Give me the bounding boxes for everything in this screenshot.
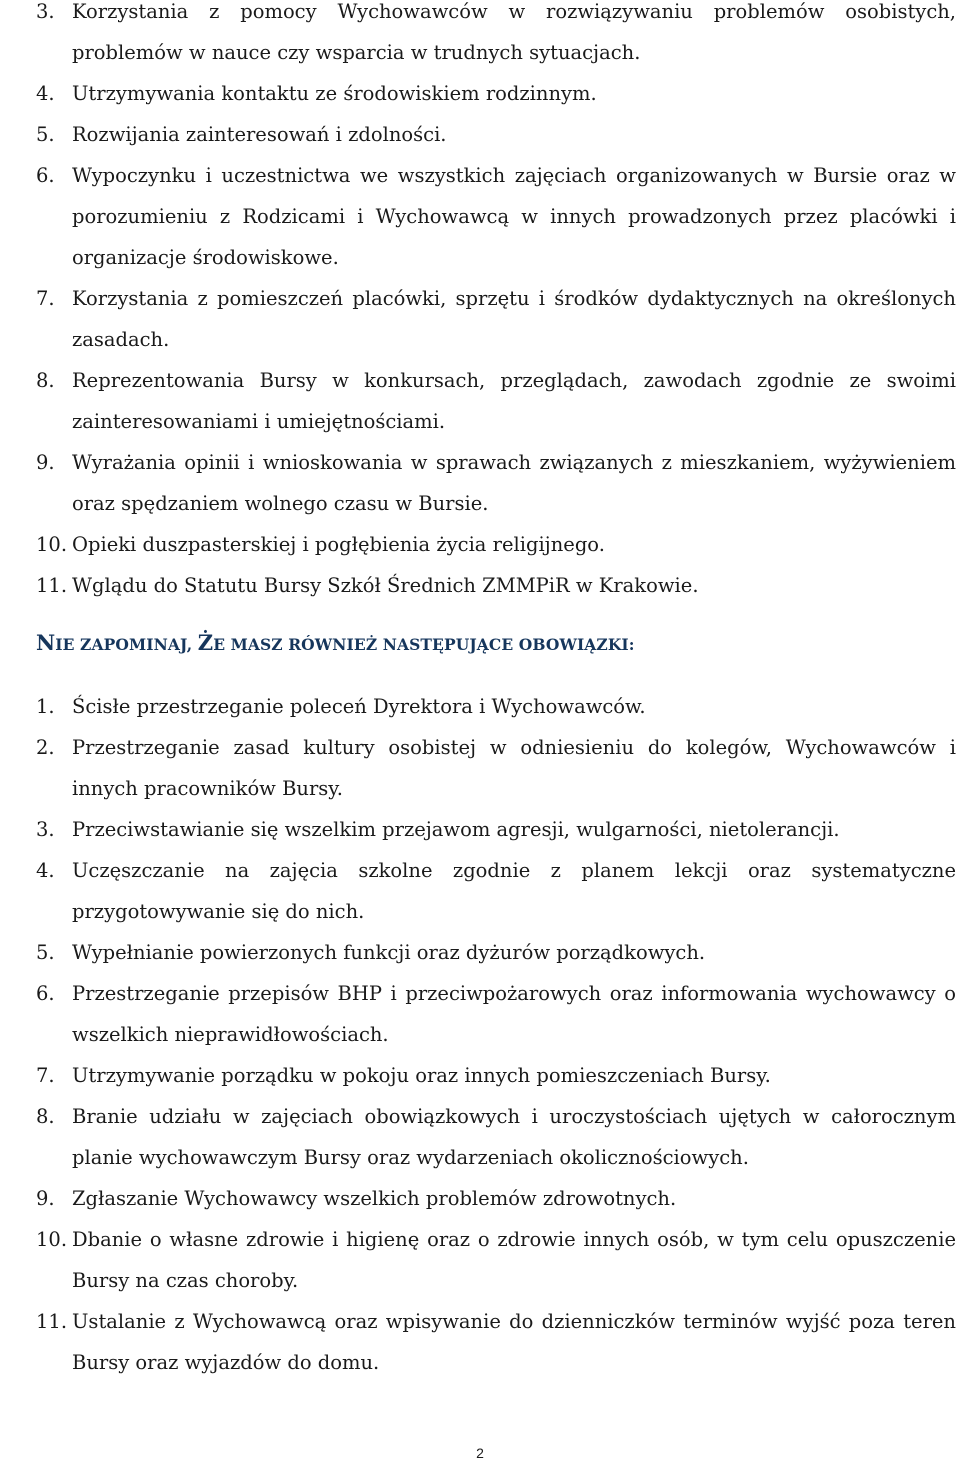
list-item	[0, 1219, 960, 1301]
list-item	[0, 565, 960, 606]
list-item-text: Uczęszczanie na zajęcia szkolne zgodnie z planem lekcji oraz systematyczne przygotowywanie się do nich.	[72, 859, 956, 923]
list-item-text: Rozwijania zainteresowań i zdolności.	[72, 123, 447, 146]
list-item	[0, 114, 960, 155]
list-item-text: Opieki duszpasterskiej i pogłębienia życia religijnego.	[72, 533, 605, 556]
list-item-number: 9.	[36, 1187, 55, 1210]
list-item	[0, 524, 960, 565]
list-item	[0, 850, 960, 932]
list-item	[0, 932, 960, 973]
list-item-number: 8.	[36, 369, 55, 392]
list-item-text: Reprezentowania Bursy w konkursach, przeglądach, zawodach zgodnie ze swoimi zainteresowaniami i umiejętnościami.	[72, 369, 956, 433]
list-item-number: 6.	[36, 164, 55, 187]
heading-part: E MASZ RÓWNIEŻ NASTĘPUJĄCE OBOWIĄZKI:	[213, 635, 635, 654]
list-item-number: 3.	[36, 818, 55, 841]
rights-list	[0, 0, 960, 606]
list-item	[0, 809, 960, 850]
list-item-number: 10.	[36, 533, 68, 556]
list-item-text: Wyrażania opinii i wnioskowania w sprawach związanych z mieszkaniem, wyżywieniem oraz spędzaniem wolnego czasu w Bursie.	[72, 451, 956, 515]
list-item-number: 4.	[36, 82, 55, 105]
list-item-number: 7.	[36, 1064, 55, 1087]
list-item-text: Ścisłe przestrzeganie poleceń Dyrektora i Wychowawców.	[72, 695, 646, 718]
list-item	[0, 0, 960, 73]
list-item	[0, 1096, 960, 1178]
list-item-text: Ustalanie z Wychowawcą oraz wpisywanie do dzienniczków terminów wyjść poza teren Bursy oraz wyjazdów do domu.	[72, 1310, 956, 1374]
list-item-number: 1.	[36, 695, 55, 718]
list-item-number: 7.	[36, 287, 55, 310]
list-item-number: 3.	[36, 0, 55, 23]
list-item-text: Wypoczynku i uczestnictwa we wszystkich zajęciach organizowanych w Bursie oraz w porozumieniu z Rodzicami i Wychowawcą w innych prowadzonych przez placówki i organizacje środowiskowe.	[72, 164, 956, 269]
list-item-text: Przestrzeganie zasad kultury osobistej w odniesieniu do kolegów, Wychowawców i innych pracowników Bursy.	[72, 736, 956, 800]
list-item-text: Korzystania z pomieszczeń placówki, sprzętu i środków dydaktycznych na określonych zasadach.	[72, 287, 956, 351]
page-number: 2	[476, 1445, 484, 1461]
list-item-text: Utrzymywania kontaktu ze środowiskiem rodzinnym.	[72, 82, 597, 105]
list-item-text: Przestrzeganie przepisów BHP i przeciwpożarowych oraz informowania wychowawcy o wszelkich nieprawidłowościach.	[72, 982, 956, 1046]
list-item-text: Zgłaszanie Wychowawcy wszelkich problemów zdrowotnych.	[72, 1187, 677, 1210]
list-item-text: Utrzymywanie porządku w pokoju oraz innych pomieszczeniach Bursy.	[72, 1064, 771, 1087]
list-item	[0, 360, 960, 442]
list-item	[0, 686, 960, 727]
heading-part: Ż	[197, 630, 214, 655]
list-item-number: 6.	[36, 982, 55, 1005]
list-item-number: 8.	[36, 1105, 55, 1128]
list-item-number: 4.	[36, 859, 55, 882]
list-item-number: 5.	[36, 941, 55, 964]
list-item-text: Dbanie o własne zdrowie i higienę oraz o zdrowie innych osób, w tym celu opuszczenie Bursy na czas choroby.	[72, 1228, 956, 1292]
list-item	[0, 973, 960, 1055]
heading-part: IE ZAPOMINAJ,	[55, 635, 198, 654]
list-item	[0, 1178, 960, 1219]
list-item-text: Przeciwstawianie się wszelkim przejawom agresji, wulgarności, nietolerancji.	[72, 818, 840, 841]
list-item	[0, 155, 960, 278]
list-item-number: 11.	[36, 1310, 68, 1333]
list-item-text: Wypełnianie powierzonych funkcji oraz dyżurów porządkowych.	[72, 941, 706, 964]
heading-part: N	[36, 630, 56, 655]
list-item-number: 11.	[36, 574, 68, 597]
list-item	[0, 1055, 960, 1096]
list-item	[0, 1301, 960, 1383]
duties-list	[0, 686, 960, 1383]
duties-heading	[36, 623, 936, 665]
list-item	[0, 727, 960, 809]
list-item-number: 10.	[36, 1228, 68, 1251]
list-item-text: Branie udziału w zajęciach obowiązkowych i uroczystościach ujętych w całorocznym planie wychowawczym Bursy oraz wydarzeniach okolicznościowych.	[72, 1105, 956, 1169]
list-item-text: Wglądu do Statutu Bursy Szkół Średnich ZMMPiR w Krakowie.	[72, 574, 699, 597]
list-item	[0, 442, 960, 524]
list-item-number: 9.	[36, 451, 55, 474]
list-item-number: 5.	[36, 123, 55, 146]
list-item-text: Korzystania z pomocy Wychowawców w rozwiązywaniu problemów osobistych, problemów w nauce czy wsparcia w trudnych sytuacjach.	[72, 0, 956, 64]
list-item	[0, 73, 960, 114]
list-item	[0, 278, 960, 360]
list-item-number: 2.	[36, 736, 55, 759]
